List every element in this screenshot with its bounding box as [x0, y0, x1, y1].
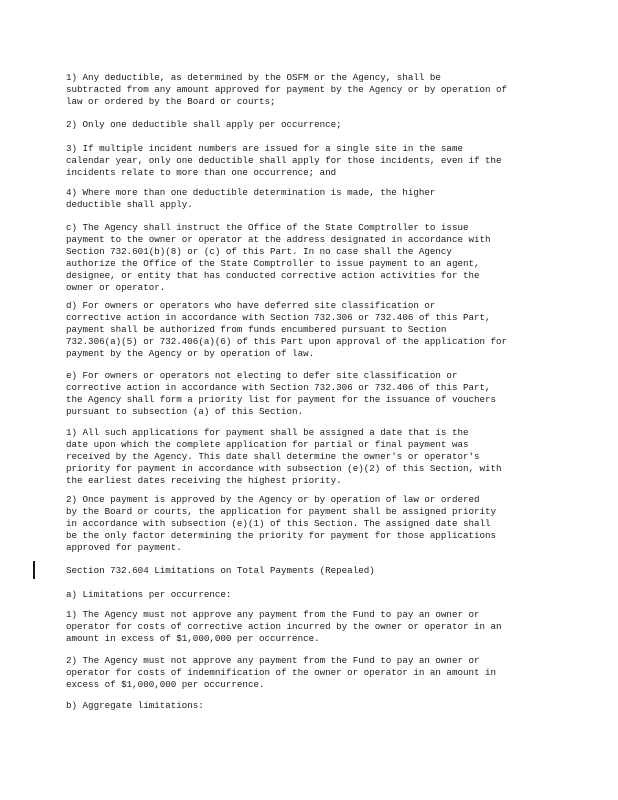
revision-bar [33, 561, 35, 579]
para-e1-assigned-date: 1) All such applications for payment shall be assigned a date that is the date upon which the complete application for partial or final payment was received by the Agency. This date shall determine the owner's or operator's priority for payment in accordance with subsection (e)(2) of this Section, with the earliest dates receiving the highest priority. [66, 427, 502, 486]
para-a1-corrective-action: 1) The Agency must not approve any payment from the Fund to pay an owner or operator for costs of corrective action incurred by the owner or operator in an amount in excess of $1,000,000 per occurrence. [66, 609, 502, 644]
para-e-priority-list: e) For owners or operators not electing to defer site classification or corrective action in accordance with Section 732.306 or 732.406 of this Part, the Agency shall form a priority list for payment for the issuance of vouchers pursuant to subsection (a) of this Section. [66, 370, 497, 417]
section-heading-732-604: Section 732.604 Limitations on Total Payments (Repealed) [66, 565, 375, 576]
para-deductible-subtracted: 1) Any deductible, as determined by the OSFM or the Agency, shall be subtracted from any amount approved for payment by the Agency or by operation of law or ordered by the Board or courts; [66, 72, 508, 107]
para-higher-deductible: 4) Where more than one deductible determination is made, the higher deductible shall apply. [66, 187, 436, 210]
para-c-comptroller: c) The Agency shall instruct the Office of the State Comptroller to issue payment to the owner or operator at the address designated in accordance with Section 732.601(b)(8) or (c) of this Part. In no case shall the Agency authorize the Office of the State Comptroller to issue payment to an agent, designee, or entity that has conducted corrective action activities for the owner or operator. [66, 222, 491, 293]
para-d-deferred: d) For owners or operators who have deferred site classification or corrective action in accordance with Section 732.306 or 732.406 of this Part, payment shall be authorized from funds encumbered pursuant to Section 732.306(a)(5) or 732.406(a)(6) of this Part upon approval of the application for payment by the Agency or by operation of law. [66, 300, 508, 359]
para-a2-indemnification: 2) The Agency must not approve any payment from the Fund to pay an owner or operator for costs of indemnification of the owner or operator in an amount in excess of $1,000,000 per occurrence. [66, 655, 497, 690]
para-one-deductible: 2) Only one deductible shall apply per occurrence; [66, 119, 342, 130]
para-e2-approved: 2) Once payment is approved by the Agency or by operation of law or ordered by the Board or courts, the application for payment shall be assigned priority in accordance with subsection (e)(1) of this Section. The assigned date shall be the only factor determining the priority for payment for those applications approved for payment. [66, 494, 497, 553]
para-multiple-incidents: 3) If multiple incident numbers are issued for a single site in the same calendar year, only one deductible shall apply for those incidents, even if the incidents relate to more than one occurrence; and [66, 143, 502, 178]
para-a-limitations: a) Limitations per occurrence: [66, 589, 232, 600]
para-b-aggregate: b) Aggregate limitations: [66, 700, 204, 711]
